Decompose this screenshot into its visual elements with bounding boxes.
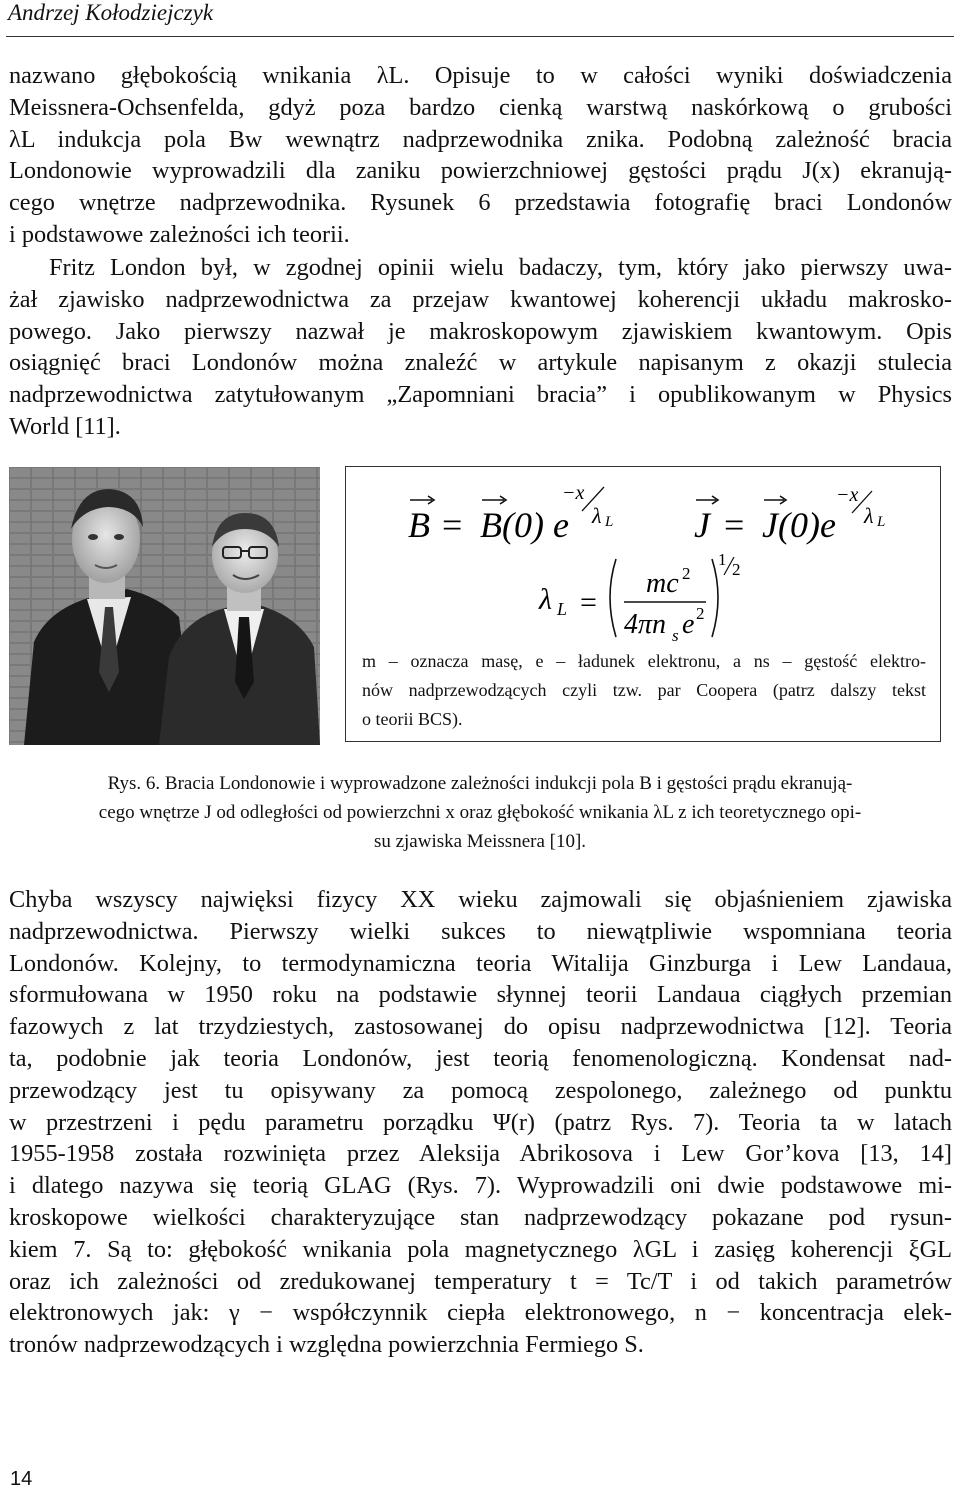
paragraph-2 <box>9 252 952 443</box>
text-line: cego wnętrze nadprzewodnika. Rysunek 6 przedstawia fotografię braci Londonów <box>9 189 952 217</box>
text-line: w przestrzeni i pędu parametru porządku Ψ(r) (patrz Rys. 7). Teoria ta w latach <box>9 1108 952 1136</box>
eq-token: s <box>672 626 679 645</box>
text-line: przewodzący jest tu opisywany za pomocą zespolonego, zależnego od punktu <box>9 1076 952 1104</box>
header-rule <box>6 36 954 37</box>
eq-token: λ <box>539 583 552 616</box>
eq-token: = <box>580 586 597 619</box>
eq-token: J <box>694 505 710 545</box>
text-line: i dlatego nazywa się teorią GLAG (Rys. 7). Wyprowadzili oni dwie podstawowe mi- <box>9 1172 952 1200</box>
eq-token: λ <box>864 503 874 528</box>
text-line: λL indukcja pola Bw wewnątrz nadprzewodnika znika. Podobną zależność bracia <box>9 125 952 153</box>
text-line: 1955-1958 została rozwinięta przez Aleksija Abrikosova i Lew Gor’kova [13, 14] <box>9 1140 952 1168</box>
eq-token: = <box>724 505 745 545</box>
text-line: oraz ich zależności od zredukowanej temperatury t = Tc/T i od takich parametrów <box>9 1267 952 1295</box>
eq-token: 2 <box>696 604 705 623</box>
text-line: Chyba wszyscy najwięksi fizycy XX wieku zajmowali się objaśnieniem zjawiska <box>9 886 952 913</box>
page-number: 14 <box>10 1468 33 1490</box>
text-line: nadprzewodnictwa zatytułowanym „Zapomniani bracia” i opublikowanym w Physics <box>9 381 952 409</box>
eq-token: B(0) e <box>480 505 569 545</box>
text-line: tronów nadprzewodzących i względna powierzchnia Fermiego S. <box>9 1331 644 1359</box>
text-line: osiągnięć braci Londonów można znaleźć w artykule napisanym z okazji stulecia <box>9 349 952 377</box>
text-line: elektronowych jak: γ − współczynnik ciepła elektronowego, n − koncentracja elek- <box>9 1299 952 1327</box>
eq-token: −x <box>836 484 859 506</box>
caption-line: su zjawiska Meissnera [10]. <box>373 831 587 852</box>
eq-token: J(0)e <box>762 505 836 545</box>
text-line: fazowych z lat trzydziestych, zastosowanej do opisu nadprzewodnictwa [12]. Teoria <box>9 1013 952 1041</box>
figure-caption <box>10 769 950 856</box>
text-line: nadprzewodnictwa. Pierwszy wielki sukces to niewątpliwie wspomniana teoria <box>9 917 952 945</box>
text-line: żał zjawisko nadprzewodnictwa za przejaw kwantowej koherencji układu makrosko- <box>9 285 952 313</box>
eq-token: L <box>557 599 568 619</box>
eq-token: 1 <box>718 550 727 569</box>
eq-token: −x <box>562 482 585 504</box>
formula-note <box>362 647 926 734</box>
caption-line: Rys. 6. Bracia Londonowie i wyprowadzone zależności indukcji pola B i gęstości prądu ekranują- <box>107 773 853 794</box>
paragraph-1 <box>9 60 952 251</box>
text-line: sformułowana w 1950 roku na podstawie słynnej teorii Landaua ciągłych przemian <box>9 981 952 1009</box>
j-current-equation <box>694 484 885 545</box>
london-brothers-photo <box>9 467 320 745</box>
caption-line: cego wnętrze J od odległości od powierzchni x oraz głębokość wnikania λL z ich teoretycznego opi- <box>98 802 862 823</box>
running-header-author: Andrzej Kołodziejczyk <box>8 0 214 25</box>
eq-token: 2 <box>682 564 691 583</box>
note-line: m – oznacza masę, e – ładunek elektronu, a ns – gęstość elektro- <box>362 651 926 671</box>
text-line: Londonowie wyprowadzili dla zaniku powierzchniowej gęstości prądu J(x) ekranują- <box>9 157 952 185</box>
text-line: Londonów. Kolejny, to termodynamiczna teoria Witalija Ginzburga i Lew Landaua, <box>9 949 952 977</box>
note-line: nów nadprzewodzących czyli tzw. par Coopera (patrz dalszy tekst <box>362 680 926 700</box>
eq-token: L <box>605 514 614 530</box>
eq-token: 2 <box>732 560 741 579</box>
text-line: kiem 7. Są to: głębokość wnikania pola magnetycznego λGL i zasięg koherencji ξGL <box>9 1235 952 1263</box>
eq-token: = <box>442 505 463 545</box>
text-line: World [11]. <box>9 412 121 440</box>
text-line: nazwano głębokością wnikania λL. Opisuje to w całości wyniki doświadczenia <box>9 62 952 89</box>
eq-token: 4πn <box>624 609 667 640</box>
text-line: Meissnera-Ochsenfelda, gdyż poza bardzo cienką warstwą naskórkową o grubości <box>9 93 952 121</box>
formula-box <box>345 466 941 742</box>
text-line: powego. Jako pierwszy nazwał je makroskopowym zjawiskiem kwantowym. Opis <box>9 317 952 345</box>
note-line: o teorii BCS). <box>362 709 463 729</box>
photo-illustration <box>9 467 320 745</box>
penetration-depth-equation <box>538 550 741 645</box>
text-line: kroskopowe wielkości charakteryzujące stan nadprzewodzący pokazane pod rysun- <box>9 1203 952 1231</box>
text-line: ta, podobnie jak teoria Londonów, jest teorią fenomenologiczną. Kondensat nad- <box>9 1044 952 1072</box>
eq-token: e <box>682 609 695 640</box>
text-line: i podstawowe zależności ich teorii. <box>9 220 350 248</box>
b-field-equation <box>408 482 613 545</box>
eq-token: mc <box>646 568 679 599</box>
text-line: Fritz London był, w zgodnej opinii wielu badaczy, tym, który jako pierwszy uwa- <box>49 254 952 281</box>
eq-token: B <box>408 505 430 545</box>
paragraph-3 <box>9 884 952 1361</box>
eq-token: λ <box>592 503 602 528</box>
eq-token: L <box>877 514 886 530</box>
